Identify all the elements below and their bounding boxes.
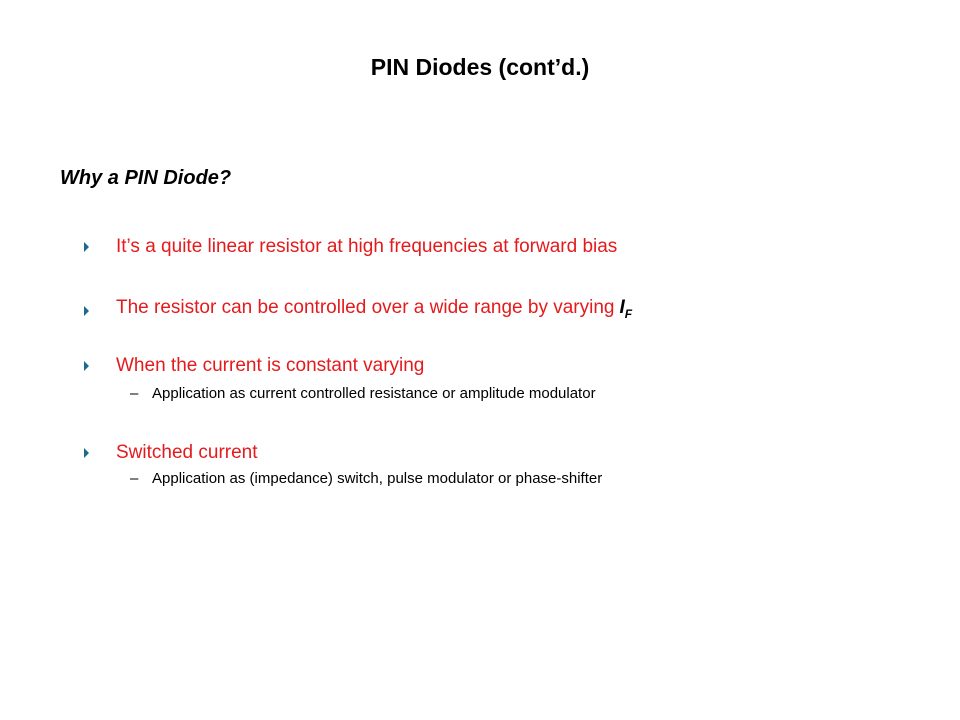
sub-bullet-item-2 xyxy=(130,468,602,490)
bullet-text xyxy=(116,294,632,328)
sub-bullet-text: Application as current controlled resistance or amplitude modulator xyxy=(152,385,596,402)
bullet-text-main: The resistor can be controlled over a wide range by varying xyxy=(116,297,615,318)
triangle-right-icon xyxy=(84,361,89,371)
current-symbol xyxy=(619,297,633,321)
bullet-text: It’s a quite linear resistor at high frequencies at forward bias xyxy=(116,236,618,257)
sub-bullet-item-1 xyxy=(130,383,596,405)
sub-bullet-marker: – xyxy=(130,470,139,487)
bullet-item-1 xyxy=(84,233,617,261)
bullet-text: Switched current xyxy=(116,442,258,463)
slide-title: PIN Diodes (cont’d.) xyxy=(370,54,590,80)
sub-bullet-marker: – xyxy=(130,385,139,402)
symbol-subscript: F xyxy=(624,307,633,321)
triangle-right-icon xyxy=(84,448,89,458)
bullet-item-4 xyxy=(84,439,258,467)
symbol-letter: I xyxy=(619,297,625,318)
bullet-item-2 xyxy=(84,297,632,325)
bullet-item-3 xyxy=(84,352,424,380)
triangle-right-icon xyxy=(84,306,89,316)
bullet-text: When the current is constant varying xyxy=(116,355,425,376)
sub-bullet-text: Application as (impedance) switch, pulse modulator or phase-shifter xyxy=(152,470,603,487)
triangle-right-icon xyxy=(84,242,89,252)
slide-subtitle: Why a PIN Diode? xyxy=(60,167,232,189)
